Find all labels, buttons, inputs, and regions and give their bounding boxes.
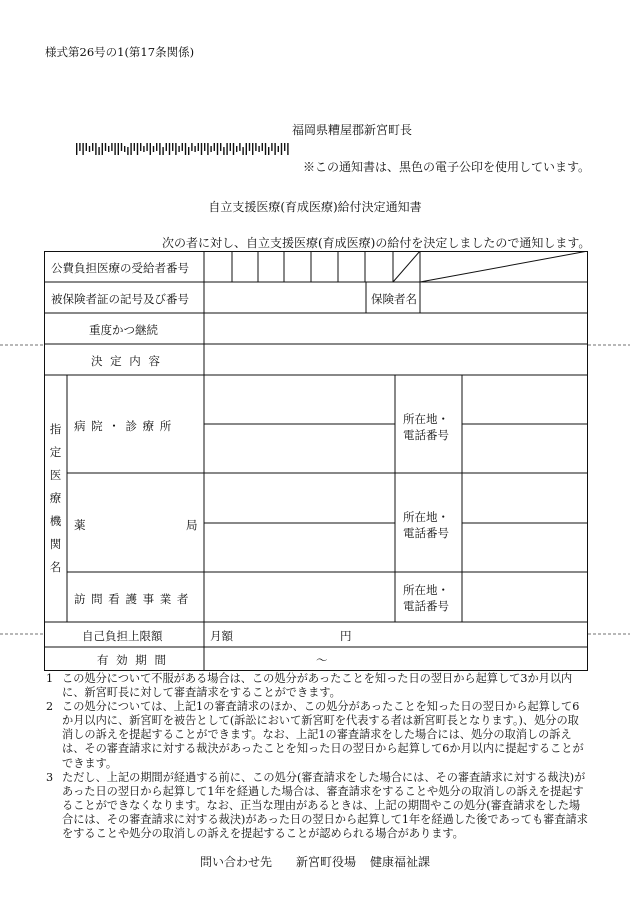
pharmacy-label-right: 局 xyxy=(186,518,198,532)
contact-label: 問い合わせ先 xyxy=(199,855,272,869)
designated-institution-label xyxy=(44,375,67,622)
designated-label-char: 機 xyxy=(49,514,62,528)
contact-info xyxy=(0,853,630,870)
pharmacy-address-phone-label xyxy=(403,509,449,541)
note-number: 3 xyxy=(46,770,54,784)
decision-form-table xyxy=(44,251,588,671)
designated-label-char: 名 xyxy=(49,560,62,574)
hospital-clinic-label: 病 院 ・ 診 療 所 xyxy=(74,419,173,433)
barcode xyxy=(76,143,290,155)
phone-label: 電話番号 xyxy=(403,428,449,442)
nurse-address-phone-label xyxy=(403,582,449,614)
address-label: 所在地・ xyxy=(403,412,449,426)
form-number: 様式第26号の1(第17条関係) xyxy=(45,45,195,59)
address-label: 所在地・ xyxy=(403,583,449,597)
valid-period-label: 有 効 期 間 xyxy=(97,653,168,667)
address-label: 所在地・ xyxy=(403,510,449,524)
note-text: この処分については、上記1の審査請求のほか、この処分があったことを知った日の翌日から起算して6か月以内に、新宮町を被告として(訴訟において新宮町を代表する者は新宮町長となります。)、処分の取消しの訴えを提起することができます。なお、上記1の審査請求をした場合には、処分の取消しの訴えは、その審査請求に対する裁決があったことを知った日の翌日から起算して6か月以内に提起することができます。 xyxy=(62,700,584,770)
designated-label-char: 指 xyxy=(49,422,62,436)
designated-label-char: 関 xyxy=(49,537,62,551)
note-item xyxy=(46,771,590,841)
designated-label-char: 医 xyxy=(49,468,62,482)
visiting-nurse-label: 訪 問 看 護 事 業 者 xyxy=(74,592,190,606)
monthly-label: 月額 xyxy=(210,629,233,643)
document-title: 自立支援医療(育成医療)給付決定通知書 xyxy=(208,200,422,214)
insurer-name-label: 保険者名 xyxy=(371,292,417,306)
note-number: 2 xyxy=(46,700,54,714)
phone-label: 電話番号 xyxy=(403,526,449,540)
pharmacy-label-left: 薬 xyxy=(74,518,86,532)
note-text: ただし、上記の期間が経過する前に、この処分(審査請求をした場合には、その審査請求に対する裁決)があった日の翌日から起算して1年を経過した場合は、審査請求をすることや処分の取消しの訴えを提起することができなくなります。なお、正当な理由があるときは、上記の期間やこの処分(審査請求をした場合には、その審査請求に対する裁決)があった日の翌日から起算して1年を経過した後であっても審査請求をすることや処分の取消しの訴えを提起することが認められる場合があります。 xyxy=(62,770,588,841)
decision-content-label: 決 定 内 容 xyxy=(91,354,162,368)
note-item xyxy=(46,700,590,770)
designated-label-char: 療 xyxy=(49,491,62,505)
table-grid xyxy=(44,251,588,671)
recipient-number-label: 公費負担医療の受給者番号 xyxy=(51,261,189,275)
contact-office: 新宮町役場 xyxy=(295,855,356,869)
note-item xyxy=(46,672,590,700)
insurance-card-label: 被保険者証の記号及び番号 xyxy=(51,292,189,306)
designated-label-char: 定 xyxy=(49,445,62,459)
seal-note: ※この通知書は、黒色の電子公印を使用しています。 xyxy=(303,160,591,174)
note-number: 1 xyxy=(46,672,54,685)
period-separator: ～ xyxy=(316,653,328,667)
hospital-address-phone-label xyxy=(403,411,449,443)
lead-text: 次の者に対し、自立支援医療(育成医療)の給付を決定しましたので通知します。 xyxy=(162,236,591,250)
yen-label: 円 xyxy=(340,629,352,643)
note-text: この処分について不服がある場合は、この処分があったことを知った日の翌日から起算して3か月以内に、新宮町長に対して審査請求をすることができます。 xyxy=(62,672,573,700)
contact-section: 健康福祉課 xyxy=(370,855,431,869)
appeal-notes xyxy=(46,672,590,841)
copay-limit-label: 自己負担上限額 xyxy=(82,629,163,643)
severe-continuous-label: 重度かつ継続 xyxy=(89,323,158,337)
phone-label: 電話番号 xyxy=(403,599,449,613)
issuer-name: 福岡県糟屋郡新宮町長 xyxy=(292,123,413,137)
